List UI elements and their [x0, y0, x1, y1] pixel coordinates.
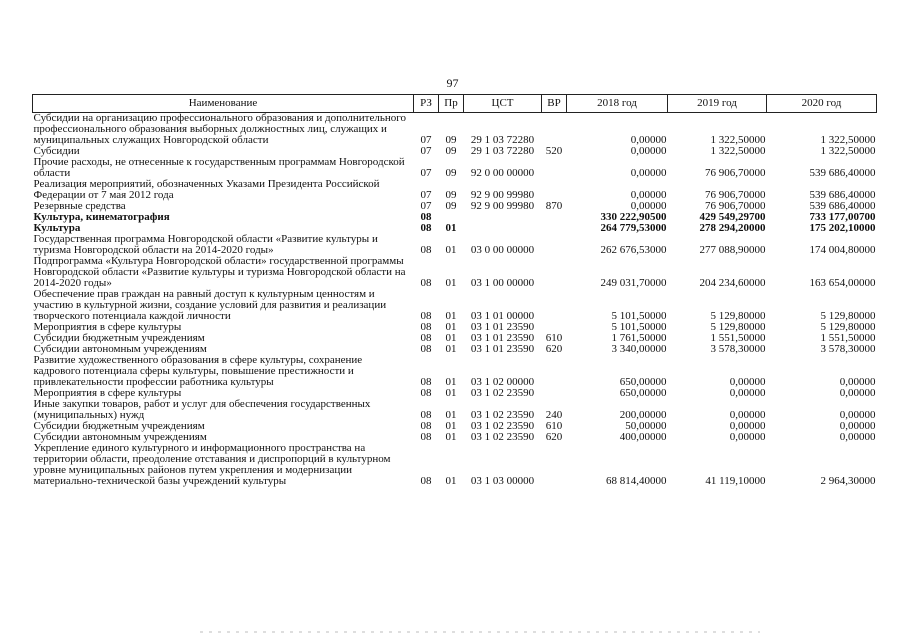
cell-2018: 249 031,70000 [600, 277, 667, 289]
cell-rz: 08 [420, 310, 432, 322]
cell-2019: 76 906,70000 [705, 200, 766, 212]
cell-cst: 03 1 01 23590 [470, 321, 535, 333]
cell-vr: 240 [545, 409, 563, 421]
cell-name: Резервные средства [33, 200, 126, 212]
cell-2020: 0,00000 [839, 376, 876, 388]
cell-name: Мероприятия в сфере культуры [33, 321, 182, 333]
header-cst: ЦСТ [464, 95, 542, 113]
table-header-row [33, 95, 877, 113]
cell-2020: 1 551,50000 [820, 332, 876, 344]
cell-pr: 09 [445, 167, 457, 179]
table-row [33, 256, 877, 289]
cell-pr: 01 [445, 222, 457, 234]
cell-2019: 76 906,70000 [705, 189, 766, 201]
cell-pr: 01 [445, 431, 457, 443]
cell-2018: 650,00000 [619, 376, 667, 388]
cell-2019: 0,00000 [729, 376, 766, 388]
cell-2020: 1 322,50000 [820, 134, 876, 146]
cell-pr: 01 [445, 420, 457, 432]
cell-2019: 41 119,10000 [705, 475, 766, 487]
cell-2019: 429 549,29700 [699, 211, 766, 223]
page-number: 97 [446, 76, 459, 90]
cell-rz: 07 [420, 167, 432, 179]
header-2020: 2020 год [767, 95, 877, 113]
table-row [33, 355, 877, 388]
cell-cst: 03 1 02 23590 [470, 409, 535, 421]
cell-cst: 29 1 03 72280 [470, 134, 535, 146]
header-2018: 2018 год [567, 95, 668, 113]
cell-cst: 92 9 00 99980 [470, 200, 535, 212]
cell-vr [542, 113, 567, 147]
cell-2019: 3 578,30000 [710, 343, 766, 355]
cell-2019: 1 322,50000 [710, 134, 766, 146]
table-row [33, 179, 877, 201]
table-body [33, 113, 877, 488]
cell-rz: 08 [420, 321, 432, 333]
cell-name: Иные закупки товаров, работ и услуг для обеспечения государственных (муниципальных) нужд [33, 398, 371, 421]
cell-rz: 08 [420, 343, 432, 355]
cell-rz: 07 [420, 145, 432, 157]
cell-cst: 03 1 02 00000 [470, 376, 535, 388]
cell-name: Субсидии автономным учреждениям [33, 431, 207, 443]
cell-cst: 03 1 00 00000 [470, 277, 535, 289]
cell-cst: 92 0 00 00000 [470, 167, 535, 179]
cell-2020: 5 129,80000 [820, 310, 876, 322]
header-rz: РЗ [414, 95, 439, 113]
cell-2019: 0,00000 [729, 431, 766, 443]
cell-vr [542, 179, 567, 201]
cell-2018: 3 340,00000 [611, 343, 667, 355]
cell-name: Реализация мероприятий, обозначенных Указами Президента Российской Федерации от 7 мая 2012 года [33, 178, 380, 201]
cell-2020: 539 686,40000 [809, 189, 876, 201]
cell-2019: 76 906,70000 [705, 167, 766, 179]
cell-vr [542, 212, 567, 223]
cell-name: Субсидии бюджетным учреждениям [33, 332, 205, 344]
cell-2018: 330 222,90500 [600, 211, 667, 223]
cell-vr [542, 234, 567, 256]
cell-2018: 50,00000 [625, 420, 667, 432]
cell-2019: 5 129,80000 [710, 310, 766, 322]
cell-pr: 01 [445, 409, 457, 421]
cell-vr: 620 [545, 431, 563, 443]
cell-2019: 204 234,60000 [699, 277, 766, 289]
cell-cst: 29 1 03 72280 [470, 145, 535, 157]
cell-2020: 0,00000 [839, 431, 876, 443]
cell-vr [542, 443, 567, 487]
cell-vr [542, 223, 567, 234]
cell-pr: 01 [445, 310, 457, 322]
budget-table [32, 94, 877, 487]
table-row [33, 157, 877, 179]
cell-2020: 163 654,00000 [809, 277, 876, 289]
cell-name: Субсидии автономным учреждениям [33, 343, 207, 355]
cell-pr: 09 [445, 189, 457, 201]
cell-vr [542, 388, 567, 399]
cell-2018: 5 101,50000 [611, 321, 667, 333]
cell-2020: 539 686,40000 [809, 200, 876, 212]
cell-name: Подпрограмма «Культура Новгородской области» государственной программы Новгородской области «Развитие культуры и туризма Новгородской области на 2014-2020 годы» [33, 255, 406, 289]
header-2019: 2019 год [668, 95, 767, 113]
cell-name: Субсидии бюджетным учреждениям [33, 420, 205, 432]
cell-2018: 264 779,53000 [600, 222, 667, 234]
cell-name: Укрепление единого культурного и информационного пространства на территории области, преодоление отставания и диспропорций в культурном уровне муниципальных районов путем укрепления и модернизации материально-технической базы учреждений культуры [33, 442, 391, 487]
header-pr: Пр [439, 95, 464, 113]
table-row [33, 289, 877, 322]
cell-2019: 0,00000 [729, 420, 766, 432]
cell-2020: 2 964,30000 [820, 475, 876, 487]
cell-pr: 01 [445, 387, 457, 399]
cell-rz: 08 [420, 277, 432, 289]
cell-vr: 620 [545, 343, 563, 355]
cell-rz: 08 [420, 376, 432, 388]
cell-pr: 09 [445, 145, 457, 157]
cell-rz: 08 [420, 222, 432, 234]
cell-2018: 0,00000 [630, 134, 667, 146]
cell-pr: 09 [445, 200, 457, 212]
cell-cst: 03 1 03 00000 [470, 475, 535, 487]
table-row [33, 234, 877, 256]
cell-2018: 0,00000 [630, 189, 667, 201]
cell-vr [542, 256, 567, 289]
cell-cst: 03 1 02 23590 [470, 431, 535, 443]
cell-2018: 262 676,53000 [600, 244, 667, 256]
cell-2018: 200,00000 [619, 409, 667, 421]
cell-2020: 0,00000 [839, 409, 876, 421]
cell-pr: 01 [445, 321, 457, 333]
cell-rz: 08 [420, 475, 432, 487]
cell-2019: 277 088,90000 [699, 244, 766, 256]
cell-name: Культура [33, 222, 81, 234]
cell-pr: 01 [445, 475, 457, 487]
cell-vr [542, 157, 567, 179]
cell-2020: 1 322,50000 [820, 145, 876, 157]
cell-name: Субсидии на организацию профессионального образования и дополнительного профессионального образования выборных должностных лиц, служащих и муниципальных служащих Новгородской области [33, 112, 406, 146]
cell-2020: 539 686,40000 [809, 167, 876, 179]
cell-rz: 08 [420, 244, 432, 256]
cell-pr: 01 [445, 244, 457, 256]
cell-name: Обеспечение прав граждан на равный доступ к культурным ценностям и участию в культурной жизни, создание условий для развития и реализации творческого потенциала каждой личности [33, 288, 387, 322]
cell-vr: 610 [545, 332, 563, 344]
cell-2019: 5 129,80000 [710, 321, 766, 333]
cell-2018: 0,00000 [630, 167, 667, 179]
cell-name: Мероприятия в сфере культуры [33, 387, 182, 399]
cell-pr: 09 [445, 134, 457, 146]
cell-name: Субсидии [33, 145, 80, 157]
cell-rz: 07 [420, 189, 432, 201]
cell-pr: 01 [445, 343, 457, 355]
cell-rz: 08 [420, 431, 432, 443]
cell-2019: 278 294,20000 [699, 222, 766, 234]
cell-2018: 68 814,40000 [606, 475, 667, 487]
cell-2018: 1 761,50000 [611, 332, 667, 344]
header-vr: ВР [542, 95, 567, 113]
cell-pr: 01 [445, 332, 457, 344]
cell-vr [542, 289, 567, 322]
cell-2018: 5 101,50000 [611, 310, 667, 322]
cell-rz: 08 [420, 420, 432, 432]
cell-rz: 08 [420, 332, 432, 344]
cell-rz: 07 [420, 134, 432, 146]
cell-cst: 03 1 01 23590 [470, 343, 535, 355]
table-row [33, 113, 877, 147]
table-row [33, 399, 877, 421]
cell-cst [464, 223, 542, 234]
cell-cst: 03 1 01 00000 [470, 310, 535, 322]
cell-vr: 520 [545, 145, 563, 157]
cell-pr: 01 [445, 277, 457, 289]
cell-rz: 08 [420, 387, 432, 399]
cell-name: Развитие художественного образования в сфере культуры, сохранение кадрового потенциала сферы культуры, повышение престижности и привлекательности профессии работника культуры [33, 354, 363, 388]
cell-2020: 0,00000 [839, 420, 876, 432]
scan-artifact [200, 631, 760, 633]
cell-2019: 1 322,50000 [710, 145, 766, 157]
header-name: Наименование [33, 95, 414, 113]
cell-name: Культура, кинематография [33, 211, 170, 223]
table-row [33, 443, 877, 487]
cell-vr: 610 [545, 420, 563, 432]
cell-rz: 07 [420, 200, 432, 212]
cell-2019: 0,00000 [729, 409, 766, 421]
cell-2020: 5 129,80000 [820, 321, 876, 333]
cell-2020: 3 578,30000 [820, 343, 876, 355]
cell-cst: 03 1 01 23590 [470, 332, 535, 344]
cell-rz: 08 [420, 211, 432, 223]
cell-vr [542, 355, 567, 388]
cell-vr: 870 [545, 200, 563, 212]
cell-2020: 733 177,00700 [809, 211, 876, 223]
cell-2018: 650,00000 [619, 387, 667, 399]
cell-cst [464, 212, 542, 223]
cell-cst: 03 1 02 23590 [470, 387, 535, 399]
cell-cst: 03 1 02 23590 [470, 420, 535, 432]
cell-cst: 92 9 00 99980 [470, 189, 535, 201]
cell-2018: 0,00000 [630, 200, 667, 212]
cell-2020: 174 004,80000 [809, 244, 876, 256]
cell-2018: 400,00000 [619, 431, 667, 443]
cell-rz: 08 [420, 409, 432, 421]
cell-cst: 03 0 00 00000 [470, 244, 535, 256]
cell-pr: 01 [445, 376, 457, 388]
cell-2020: 0,00000 [839, 387, 876, 399]
cell-2020: 175 202,10000 [809, 222, 876, 234]
cell-2019: 1 551,50000 [710, 332, 766, 344]
cell-2018: 0,00000 [630, 145, 667, 157]
cell-name: Государственная программа Новгородской области «Развитие культуры и туризма Новгородской области на 2014-2020 годы» [33, 233, 378, 256]
cell-2019: 0,00000 [729, 387, 766, 399]
cell-name: Прочие расходы, не отнесенные к государственным программам Новгородской области [33, 156, 405, 179]
